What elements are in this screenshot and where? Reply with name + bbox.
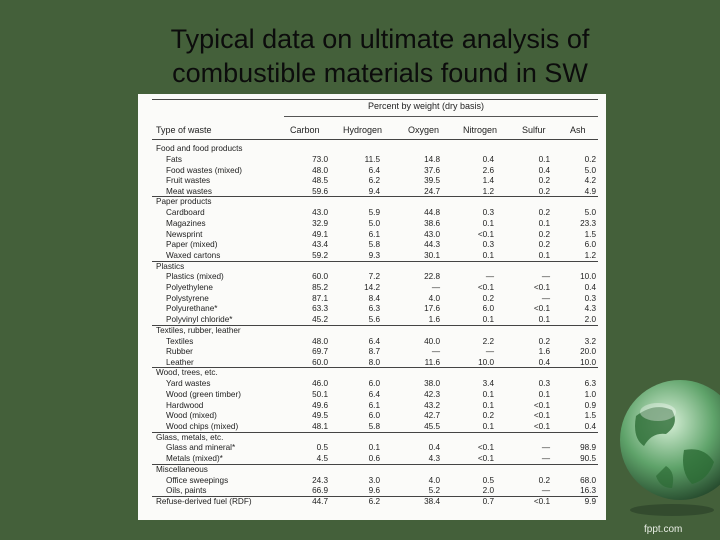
cell-carbon: 59.2 — [312, 250, 328, 260]
cell-ash: 0.2 — [584, 154, 596, 164]
cell-carbon: 43.0 — [312, 208, 328, 218]
row-label: Wood (green timber) — [166, 389, 241, 399]
cell-oxygen: 39.5 — [424, 176, 440, 186]
cell-carbon: 85.2 — [312, 283, 328, 293]
cell-carbon: 48.0 — [312, 165, 328, 175]
col-head-carbon: Carbon — [290, 125, 320, 135]
cell-hydrogen: 5.9 — [368, 208, 380, 218]
cell-hydrogen: 6.4 — [368, 389, 380, 399]
table-row — [138, 476, 606, 486]
cell-hydrogen: 6.2 — [368, 176, 380, 186]
cell-oxygen: 38.0 — [424, 379, 440, 389]
cell-ash: 90.5 — [580, 454, 596, 464]
cell-oxygen: 0.4 — [428, 443, 440, 453]
cell-ash: 16.3 — [580, 486, 596, 496]
table-group-row — [138, 144, 606, 154]
table-row — [138, 401, 606, 411]
cell-oxygen: 14.8 — [424, 154, 440, 164]
cell-ash: 1.5 — [584, 229, 596, 239]
cell-ash: 5.0 — [584, 208, 596, 218]
cell-carbon: 60.0 — [312, 272, 328, 282]
row-label: Miscellaneous — [156, 464, 208, 474]
cell-ash: 1.2 — [584, 250, 596, 260]
cell-carbon: 49.1 — [312, 229, 328, 239]
cell-nitrogen: 2.0 — [482, 486, 494, 496]
row-label: Fruit wastes — [166, 176, 211, 186]
row-label: Polystyrene — [166, 293, 209, 303]
table-row — [138, 347, 606, 357]
cell-nitrogen: <0.1 — [477, 454, 494, 464]
cell-nitrogen: 0.1 — [482, 218, 494, 228]
cell-ash: 98.9 — [580, 443, 596, 453]
table-row — [138, 208, 606, 218]
col-head-type: Type of waste — [156, 125, 212, 135]
cell-sulfur: 0.2 — [538, 336, 550, 346]
cell-carbon: 87.1 — [312, 293, 328, 303]
cell-sulfur: — — [541, 443, 550, 453]
cell-hydrogen: 6.2 — [368, 496, 380, 506]
table-row — [138, 443, 606, 453]
cell-hydrogen: 7.2 — [368, 272, 380, 282]
cell-ash: 5.0 — [584, 165, 596, 175]
cell-hydrogen: 9.6 — [368, 486, 380, 496]
cell-sulfur: 1.6 — [538, 347, 550, 357]
table-row — [138, 422, 606, 432]
cell-sulfur: 0.1 — [538, 389, 550, 399]
cell-hydrogen: 9.4 — [368, 186, 380, 196]
row-label: Glass, metals, etc. — [156, 432, 224, 442]
cell-oxygen: 40.0 — [424, 336, 440, 346]
table-row — [138, 187, 606, 197]
cell-oxygen: 4.0 — [428, 293, 440, 303]
table-row — [138, 304, 606, 314]
cell-ash: 0.4 — [584, 283, 596, 293]
cell-sulfur: 0.2 — [538, 176, 550, 186]
row-label: Rubber — [166, 347, 193, 357]
cell-oxygen: 17.6 — [424, 304, 440, 314]
row-label: Polyurethane* — [166, 304, 218, 314]
row-label: Hardwood — [166, 400, 204, 410]
cell-carbon: 48.5 — [312, 176, 328, 186]
cell-hydrogen: 5.6 — [368, 315, 380, 324]
cell-nitrogen: 0.5 — [482, 475, 494, 485]
table-row — [138, 315, 606, 325]
cell-sulfur: <0.1 — [533, 304, 550, 314]
percent-header: Percent by weight (dry basis) — [368, 101, 485, 111]
cell-carbon: 50.1 — [312, 389, 328, 399]
cell-nitrogen: 2.6 — [482, 165, 494, 175]
cell-oxygen: 42.3 — [424, 389, 440, 399]
cell-nitrogen: 0.1 — [482, 250, 494, 260]
cell-carbon: 4.5 — [316, 454, 328, 464]
cell-sulfur: — — [541, 293, 550, 303]
table-row — [138, 358, 606, 368]
cell-oxygen: 43.0 — [424, 229, 440, 239]
cell-hydrogen: 6.4 — [368, 165, 380, 175]
cell-nitrogen: 0.1 — [482, 421, 494, 431]
cell-ash: 0.9 — [584, 400, 596, 410]
cell-hydrogen: 9.3 — [368, 250, 380, 260]
table-row — [138, 283, 606, 293]
col-head-oxygen: Oxygen — [408, 125, 440, 135]
table-row — [138, 219, 606, 229]
cell-nitrogen: 0.1 — [482, 315, 494, 324]
cell-ash: 10.0 — [580, 272, 596, 282]
cell-sulfur: 0.2 — [538, 229, 550, 239]
cell-sulfur: <0.1 — [533, 421, 550, 431]
header-bottom-rule — [152, 139, 598, 140]
cell-ash: 10.0 — [580, 357, 596, 367]
cell-ash: 4.3 — [584, 304, 596, 314]
cell-oxygen: 38.6 — [424, 218, 440, 228]
cell-oxygen: 38.4 — [424, 496, 440, 506]
cell-sulfur: 0.2 — [538, 186, 550, 196]
cell-hydrogen: 8.0 — [368, 357, 380, 367]
cell-carbon: 49.6 — [312, 400, 328, 410]
table-row — [138, 176, 606, 186]
table-row — [138, 240, 606, 250]
row-label: Wood chips (mixed) — [166, 421, 239, 431]
row-label: Wood, trees, etc. — [156, 368, 218, 378]
col-head-hydrogen: Hydrogen — [343, 125, 383, 135]
cell-oxygen: 45.5 — [424, 421, 440, 431]
cell-carbon: 43.4 — [312, 240, 328, 250]
cell-sulfur: 0.3 — [538, 379, 550, 389]
cell-hydrogen: 6.0 — [368, 411, 380, 421]
table-group-row — [138, 197, 606, 207]
row-label: Newsprint — [166, 229, 203, 239]
row-label: Food wastes (mixed) — [166, 165, 242, 175]
cell-oxygen: — — [431, 347, 440, 357]
cell-carbon: 69.7 — [312, 347, 328, 357]
cell-carbon: 32.9 — [312, 218, 328, 228]
row-label: Textiles, rubber, leather — [156, 325, 241, 335]
cell-carbon: 66.9 — [312, 486, 328, 496]
table-row — [138, 411, 606, 421]
cell-carbon: 24.3 — [312, 475, 328, 485]
cell-oxygen: 4.3 — [428, 454, 440, 464]
cell-ash: 6.3 — [584, 379, 596, 389]
cell-nitrogen: 1.4 — [482, 176, 494, 186]
table-row — [138, 497, 606, 507]
cell-nitrogen: <0.1 — [477, 229, 494, 239]
table-row — [138, 272, 606, 282]
row-label: Wood (mixed) — [166, 411, 217, 421]
cell-nitrogen: 6.0 — [482, 304, 494, 314]
cell-ash: 1.5 — [584, 411, 596, 421]
cell-oxygen: 30.1 — [424, 250, 440, 260]
table-row — [138, 155, 606, 165]
cell-ash: 68.0 — [580, 475, 596, 485]
cell-ash: 3.2 — [584, 336, 596, 346]
analysis-table — [138, 94, 606, 520]
cell-oxygen: 44.3 — [424, 240, 440, 250]
cell-nitrogen: 1.2 — [482, 186, 494, 196]
col-head-nitrogen: Nitrogen — [463, 125, 498, 135]
cell-sulfur: 0.2 — [538, 208, 550, 218]
cell-hydrogen: 5.0 — [368, 218, 380, 228]
cell-hydrogen: 0.6 — [368, 454, 380, 464]
cell-sulfur: 0.1 — [538, 218, 550, 228]
cell-nitrogen: 0.7 — [482, 496, 494, 506]
cell-carbon: 48.1 — [312, 421, 328, 431]
cell-carbon: 44.7 — [312, 496, 328, 506]
cell-nitrogen: 0.3 — [482, 240, 494, 250]
cell-sulfur: — — [541, 486, 550, 496]
cell-nitrogen: 0.3 — [482, 208, 494, 218]
cell-nitrogen: 0.1 — [482, 400, 494, 410]
row-label: Cardboard — [166, 208, 205, 218]
cell-hydrogen: 8.4 — [368, 293, 380, 303]
col-head-sulfur: Sulfur — [522, 125, 546, 135]
cell-ash: 2.0 — [584, 315, 596, 324]
table-row — [138, 251, 606, 261]
cell-hydrogen: 0.1 — [368, 443, 380, 453]
cell-carbon: 46.0 — [312, 379, 328, 389]
cell-oxygen: 22.8 — [424, 272, 440, 282]
cell-hydrogen: 6.1 — [368, 400, 380, 410]
cell-oxygen: 42.7 — [424, 411, 440, 421]
cell-nitrogen: — — [485, 272, 494, 282]
table-row — [138, 454, 606, 464]
row-label: Fats — [166, 154, 182, 164]
row-label: Textiles — [166, 336, 194, 346]
cell-nitrogen: 2.2 — [482, 336, 494, 346]
cell-oxygen: 4.0 — [428, 475, 440, 485]
row-label: Meat wastes — [166, 186, 212, 196]
cell-nitrogen: 0.2 — [482, 293, 494, 303]
cell-sulfur: 0.4 — [538, 165, 550, 175]
cell-nitrogen: <0.1 — [477, 283, 494, 293]
cell-nitrogen: 3.4 — [482, 379, 494, 389]
cell-hydrogen: 14.2 — [364, 283, 380, 293]
row-label: Refuse-derived fuel (RDF) — [156, 496, 252, 506]
row-label: Leather — [166, 357, 194, 367]
cell-sulfur: — — [541, 454, 550, 464]
cell-sulfur: <0.1 — [533, 496, 550, 506]
cell-sulfur: 0.2 — [538, 475, 550, 485]
row-label: Polyethylene — [166, 283, 213, 293]
cell-oxygen: 44.8 — [424, 208, 440, 218]
cell-oxygen: 1.6 — [428, 315, 440, 324]
row-label: Oils, paints — [166, 486, 207, 496]
slide-title-line-1: Typical data on ultimate analysis of — [170, 24, 590, 54]
table-row — [138, 230, 606, 240]
table-top-rule — [152, 99, 598, 100]
row-label: Magazines — [166, 218, 206, 228]
cell-hydrogen: 8.7 — [368, 347, 380, 357]
table-row — [138, 390, 606, 400]
slide-title-line-2: combustible materials found in SW — [172, 58, 588, 88]
cell-carbon: 59.6 — [312, 186, 328, 196]
table-row — [138, 486, 606, 496]
cell-nitrogen: <0.1 — [477, 443, 494, 453]
cell-sulfur: 0.4 — [538, 357, 550, 367]
cell-nitrogen: 10.0 — [478, 357, 494, 367]
row-label: Polyvinyl chloride* — [166, 315, 233, 324]
cell-oxygen: 24.7 — [424, 186, 440, 196]
table-group-row — [138, 326, 606, 336]
cell-carbon: 0.5 — [316, 443, 328, 453]
cell-sulfur: <0.1 — [533, 400, 550, 410]
globe-icon — [606, 376, 720, 540]
row-label: Paper (mixed) — [166, 240, 218, 250]
cell-ash: 4.9 — [584, 186, 596, 196]
row-label: Office sweepings — [166, 475, 229, 485]
row-label: Yard wastes — [166, 379, 211, 389]
cell-hydrogen: 6.0 — [368, 379, 380, 389]
row-label: Paper products — [156, 197, 212, 207]
cell-carbon: 73.0 — [312, 154, 328, 164]
cell-ash: 4.2 — [584, 176, 596, 186]
cell-hydrogen: 6.3 — [368, 304, 380, 314]
col-head-ash: Ash — [570, 125, 586, 135]
cell-ash: 0.3 — [584, 293, 596, 303]
table-row — [138, 166, 606, 176]
cell-sulfur: <0.1 — [533, 283, 550, 293]
cell-carbon: 48.0 — [312, 336, 328, 346]
cell-oxygen: 43.2 — [424, 400, 440, 410]
cell-sulfur: 0.1 — [538, 250, 550, 260]
cell-ash: 1.0 — [584, 389, 596, 399]
table-row — [138, 294, 606, 304]
cell-hydrogen: 5.8 — [368, 421, 380, 431]
cell-nitrogen: 0.2 — [482, 411, 494, 421]
cell-carbon: 45.2 — [312, 315, 328, 324]
cell-ash: 23.3 — [580, 218, 596, 228]
row-label: Food and food products — [156, 144, 243, 153]
cell-sulfur: 0.1 — [538, 315, 550, 324]
row-label: Plastics (mixed) — [166, 272, 224, 282]
cell-carbon: 63.3 — [312, 304, 328, 314]
table-group-row — [138, 262, 606, 272]
cell-hydrogen: 6.1 — [368, 229, 380, 239]
cell-ash: 6.0 — [584, 240, 596, 250]
row-label: Waxed cartons — [166, 250, 221, 260]
cell-ash: 0.4 — [584, 421, 596, 431]
row-label: Glass and mineral* — [166, 443, 236, 453]
cell-oxygen: 11.6 — [424, 357, 440, 367]
cell-nitrogen: 0.4 — [482, 154, 494, 164]
table-row — [138, 379, 606, 389]
cell-hydrogen: 3.0 — [368, 475, 380, 485]
slide-title — [0, 22, 720, 90]
cell-oxygen: 5.2 — [428, 486, 440, 496]
cell-oxygen: — — [431, 283, 440, 293]
cell-hydrogen: 6.4 — [368, 336, 380, 346]
cell-sulfur: — — [541, 272, 550, 282]
cell-sulfur: <0.1 — [533, 411, 550, 421]
table-group-row — [138, 368, 606, 378]
percent-header-rule — [284, 116, 598, 117]
cell-oxygen: 37.6 — [424, 165, 440, 175]
table-group-row — [138, 433, 606, 443]
row-label: Plastics — [156, 261, 185, 271]
cell-ash: 20.0 — [580, 347, 596, 357]
table-row — [138, 337, 606, 347]
row-label: Metals (mixed)* — [166, 454, 223, 464]
cell-nitrogen: — — [485, 347, 494, 357]
brand-watermark: fppt.com — [644, 524, 683, 535]
cell-sulfur: 0.1 — [538, 154, 550, 164]
cell-carbon: 60.0 — [312, 357, 328, 367]
cell-ash: 9.9 — [584, 496, 596, 506]
cell-hydrogen: 11.5 — [364, 154, 380, 164]
cell-hydrogen: 5.8 — [368, 240, 380, 250]
table-group-row — [138, 465, 606, 475]
cell-sulfur: 0.2 — [538, 240, 550, 250]
cell-carbon: 49.5 — [312, 411, 328, 421]
cell-nitrogen: 0.1 — [482, 389, 494, 399]
